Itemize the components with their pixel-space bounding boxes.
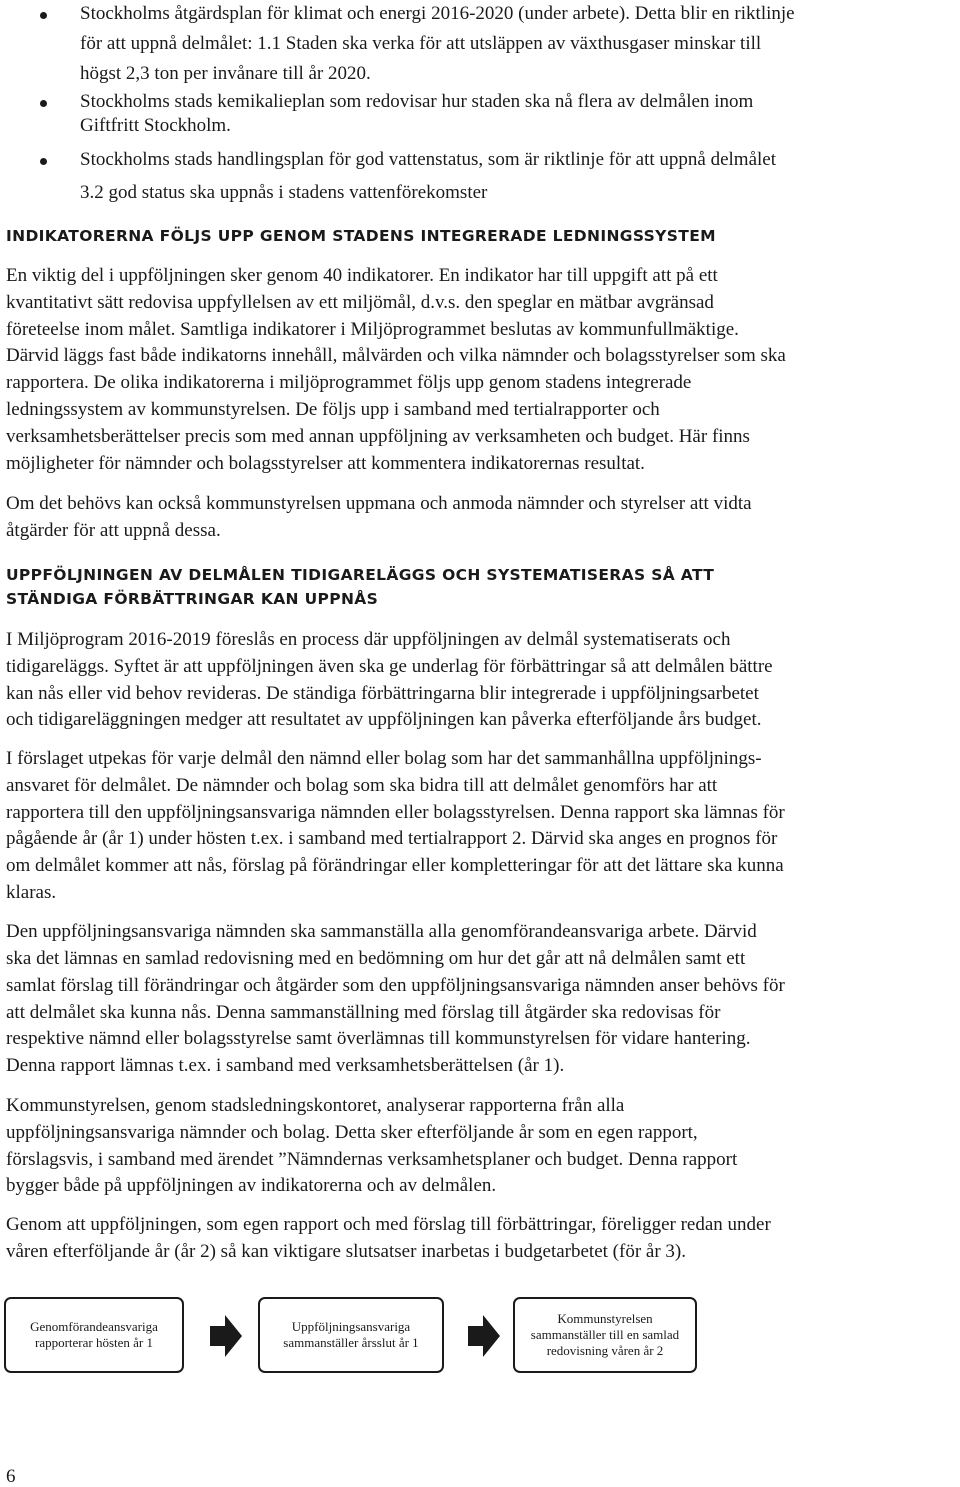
- text-line: Stockholms stads handlingsplan för god vattenstatus, som är riktlinje för att uppnå delmålet: [80, 149, 777, 170]
- text-line: kvantitativt sätt redovisa uppfyllelsen av ett miljömål, d.v.s. den speglar en mätbar avgränsad: [6, 292, 714, 313]
- text-line: Kommunstyrelsen, genom stadsledningskontoret, analyserar rapporterna från alla: [6, 1095, 625, 1116]
- text-line: åtgärder för att uppnå dessa.: [6, 520, 221, 541]
- text-line: ledningssystem av kommunstyrelsen. De följs upp i samband med tertialrapporter och: [6, 399, 660, 420]
- text-line: rapportera till den uppföljningsansvariga nämnden eller bolagsstyrelsen. Denna rapport ska lämnas för: [6, 802, 785, 823]
- text-line: företeelse inom målet. Samtliga indikatorer i Miljöprogrammet beslutas av kommunfullmäktige.: [6, 319, 739, 340]
- text-line: våren efterföljande år (år 2) så kan viktigare slutsatser inarbetas i budgetarbetet (för år 3).: [6, 1241, 686, 1262]
- flow-step-text: Kommunstyrelsen: [557, 1311, 653, 1326]
- section-heading: INDIKATORERNA FÖLJS UPP GENOM STADENS INTEGRERADE LEDNINGSSYSTEM: [6, 227, 716, 245]
- text-line: I förslaget utpekas för varje delmål den nämnd eller bolag som har det sammanhållna uppföljnings-: [6, 748, 762, 769]
- text-line: En viktig del i uppföljningen sker genom 40 indikatorer. En indikator har till uppgift att på ett: [6, 265, 718, 286]
- text-line: bygger både på uppföljningen av indikatorerna och av delmålen.: [6, 1175, 497, 1196]
- text-line: 3.2 god status ska uppnås i stadens vattenförekomster: [80, 182, 488, 203]
- text-line: rapportera. De olika indikatorerna i miljöprogrammet följs upp genom stadens integrerade: [6, 372, 692, 393]
- flow-step-text: rapporterar hösten år 1: [34, 1335, 154, 1350]
- text-line: och tidigareläggningen medger att resultatet av uppföljningen kan påverka efterföljande års budget.: [6, 709, 762, 730]
- flow-step-text: Uppföljningsansvariga: [291, 1319, 411, 1334]
- bullet-icon: [40, 100, 47, 107]
- flow-step-text: Genomförandeansvariga: [30, 1319, 158, 1334]
- arrow-right-icon: [468, 1315, 500, 1357]
- text-line: uppföljningsansvariga nämnder och bolag. Detta sker efterföljande år som en egen rapport,: [6, 1122, 698, 1143]
- text-line: kan nås eller vid behov revideras. De ständiga förbättringarna blir integrerade i uppföljningsarbetet: [6, 683, 759, 704]
- text-line: Denna rapport lämnas t.ex. i samband med verksamhetsberättelsen (år 1).: [6, 1055, 565, 1076]
- text-line: verksamhetsberättelser precis som med annan uppföljning av verksamheten och budget. Här finns: [6, 426, 750, 447]
- text-line: ska det lämnas en samlad redovisning med en bedömning om hur det går att nå delmålen samt ett: [6, 948, 746, 969]
- text-line: tidigareläggs. Syftet är att uppföljningen även ska ge underlag för förbättringar så att delmålen bättre: [6, 656, 773, 677]
- flow-step-box: [4, 1297, 184, 1373]
- text-line: Om det behövs kan också kommunstyrelsen uppmana och anmoda nämnder och styrelser att vidta: [6, 493, 752, 514]
- text-line: Stockholms åtgärdsplan för klimat och energi 2016-2020 (under arbete). Detta blir en riktlinje: [80, 3, 795, 24]
- text-line: förslagsvis, i samband med ärendet ”Nämndernas verksamhetsplaner och budget. Denna rapport: [6, 1149, 738, 1170]
- text-line: I Miljöprogram 2016-2019 föreslås en process där uppföljningen av delmål systematiserats och: [6, 629, 731, 650]
- bullet-icon: [40, 158, 47, 165]
- text-line: Den uppföljningsansvariga nämnden ska sammanställa alla genomförandeansvariga arbete. Därvid: [6, 921, 757, 942]
- flow-step-box: [513, 1297, 697, 1373]
- section-heading-line: STÄNDIGA FÖRBÄTTRINGAR KAN UPPNÅS: [6, 590, 379, 608]
- text-line: att delmålet ska kunna nås. Denna sammanställning med förslag till åtgärder ska redovisas för: [6, 1002, 721, 1023]
- section-heading-line: UPPFÖLJNINGEN AV DELMÅLEN TIDIGARELÄGGS OCH SYSTEMATISERAS SÅ ATT: [6, 566, 715, 584]
- text-line: möjligheter för nämnder och bolagsstyrelser att kommentera indikatorernas resultat.: [6, 453, 645, 474]
- text-line: ansvaret för delmålet. De nämnder och bolag som ska bidra till att delmålet genomförs har att: [6, 775, 718, 796]
- text-line: Giftfritt Stockholm.: [80, 115, 231, 136]
- text-line: Därvid läggs fast både indikatorns innehåll, målvärden och vilka nämnder och bolagsstyrelser som ska: [6, 345, 786, 366]
- flow-step-text: sammanställer årsslut år 1: [283, 1335, 419, 1350]
- arrow-right-icon: [210, 1315, 242, 1357]
- text-line: samlat förslag till förändringar och åtgärder som den uppföljningsansvariga nämnden anser behövs för: [6, 975, 785, 996]
- text-line: respektive nämnd eller bolagsstyrelse samt överlämnas till kommunstyrelsen för vidare hantering.: [6, 1028, 751, 1049]
- flow-step-text: sammanställer till en samlad: [530, 1327, 680, 1342]
- text-line: Genom att uppföljningen, som egen rapport och med förslag till förbättringar, föreligger redan under: [6, 1214, 771, 1235]
- text-line: högst 2,3 ton per invånare till år 2020.: [80, 63, 371, 84]
- text-line: pågående år (år 1) under hösten t.ex. i samband med tertialrapport 2. Därvid ska anges en prognos för: [6, 828, 778, 849]
- page-number: 6: [6, 1466, 16, 1487]
- text-line: Stockholms stads kemikalieplan som redovisar hur staden ska nå flera av delmålen inom: [80, 91, 754, 112]
- text-line: för att uppnå delmålet: 1.1 Staden ska verka för att utsläppen av växthusgaser minskar till: [80, 33, 762, 54]
- flow-step-box: [258, 1297, 444, 1373]
- text-line: om delmålet kommer att nås, förslag på förändringar eller kompletteringar för att det lättare ska kunna: [6, 855, 784, 876]
- text-line: klaras.: [6, 882, 57, 903]
- bullet-icon: [40, 12, 47, 19]
- flow-step-text: redovisning våren år 2: [546, 1343, 664, 1358]
